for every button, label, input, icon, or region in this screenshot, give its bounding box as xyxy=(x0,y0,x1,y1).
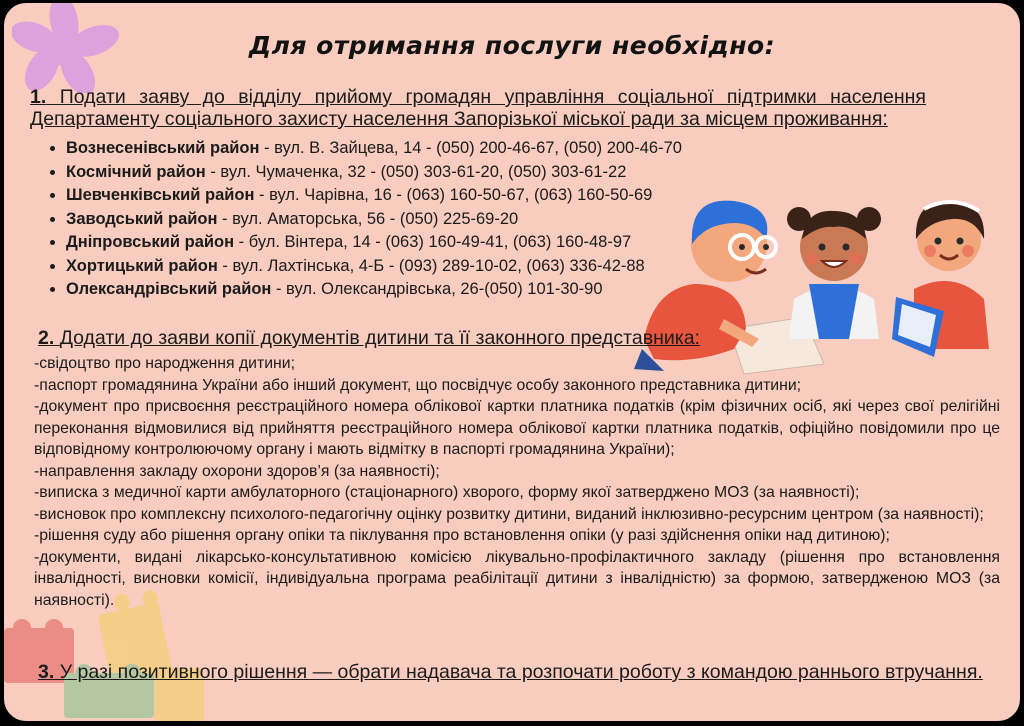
list-item: • Дніпровський район - бул. Вінтера, 14 - (063) 160-49-41, (063) 160-48-97 xyxy=(66,231,682,255)
step-1-line-1: Подати заяву до відділу прийому громадян управління соціальної підтримки населення xyxy=(59,86,926,108)
step-3 xyxy=(38,660,1000,684)
document-item: -документ про присвоєння реєстраційного номера облікової картки платника податків (крім фізичних осіб, які через свої релігійні переконання відмовилися від прийняття реєстраційного номера облікової картки платника податків, офіційно повідомили про це відповідному контролюючому органу і мають відмітку в паспорті громадянина України); xyxy=(34,398,1000,458)
step-1 xyxy=(30,86,926,130)
step-1-number: 1. xyxy=(30,86,47,108)
list-item: • Космічний район - вул. Чумаченка, 32 - (050) 303-61-20, (050) 303-61-22 xyxy=(66,161,682,185)
step-2 xyxy=(38,326,738,350)
step-2-number: 2. xyxy=(38,327,55,349)
children-illustration xyxy=(634,189,1014,379)
girl-figure-middle xyxy=(787,207,881,339)
document-item: -документи, видані лікарсько-консультативною комісією лікувально-профілактичного закладу (рішення про встановлення інвалідності, висновки комісії, індивідуальна програма реабілітації дитини з інвалідністю) за формою, затвердженою МОЗ (за наявності). xyxy=(34,548,1000,609)
step-3-number: 3. xyxy=(38,661,55,683)
girl-figure-right xyxy=(892,201,989,357)
step-1-line-2: Департаменту соціального захисту населення Запорізької міської ради за місцем проживання: xyxy=(30,108,888,130)
document-item: -виписка з медичної карти амбулаторного (стаціонарного) хворого, форму якої затверджено МОЗ (за наявності); xyxy=(34,484,860,501)
list-item: • Хортицький район - вул. Лахтінська, 4-Б - (093) 289-10-02, (063) 336-42-88 xyxy=(66,255,682,279)
document-item: -висновок про комплексну психолого-педагогічну оцінку розвитку дитини, виданий інклюзивно-ресурсним центром (за наявності); xyxy=(34,505,984,523)
page-title: Для отримання послуги необхідно: xyxy=(248,31,776,60)
document-item: -направлення закладу охорони здоров’я (за наявності); xyxy=(34,462,440,480)
document-list xyxy=(34,353,1000,611)
list-item: • Шевченківський район - вул. Чарівна, 16 - (063) 160-50-67, (063) 160-50-69 xyxy=(66,184,682,208)
step-3-text: У разі позитивного рішення — обрати надавача та розпочати роботу з командою раннього втручання. xyxy=(59,661,983,683)
list-item: • Олександрівський район - вул. Олександрівська, 26-(050) 101-30-90 xyxy=(66,278,682,302)
district-list xyxy=(48,137,682,302)
step-2-text: Додати до заяви копії документів дитини та її законного представника: xyxy=(59,327,700,349)
list-item: • Вознесенівський район - вул. В. Зайцева, 14 - (050) 200-46-67, (050) 200-46-70 xyxy=(66,137,682,161)
document-item: -свідоцтво про народження дитини; xyxy=(34,355,295,372)
list-item: • Заводський район - вул. Аматорська, 56 - (050) 225-69-20 xyxy=(66,208,682,232)
info-card xyxy=(4,3,1020,721)
document-item: -паспорт громадянина України або інший документ, що посвідчує особу законного представника дитини; xyxy=(34,376,802,394)
document-item: -рішення суду або рішення органу опіки та піклування про встановлення опіки (у разі здійснення опіки над дитиною); xyxy=(34,527,890,544)
